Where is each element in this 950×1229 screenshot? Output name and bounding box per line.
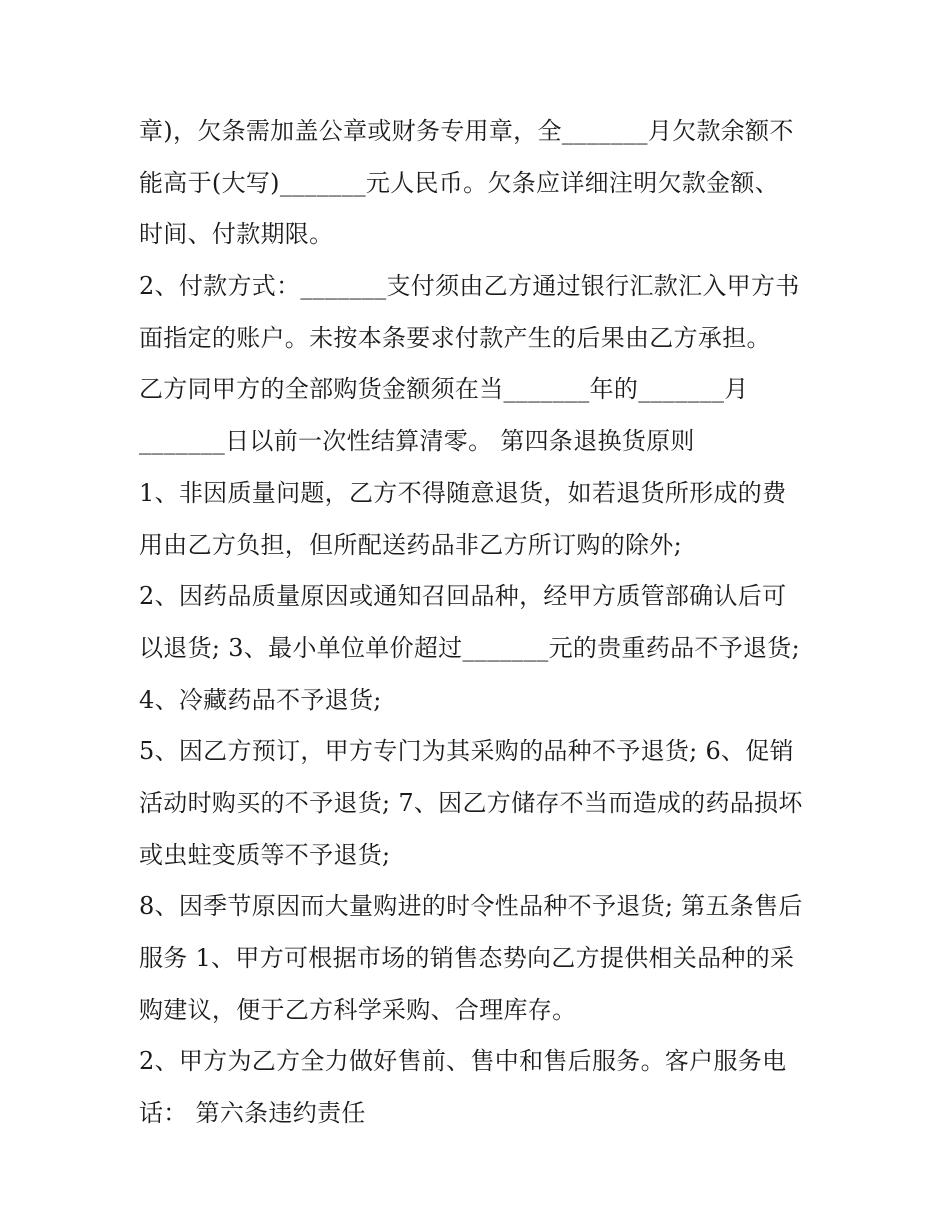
text-line: 活动时购买的不予退货; 7、因乙方储存不当而造成的药品损坏 xyxy=(139,788,803,817)
text-line: 2、付款方式：_______支付须由乙方通过银行汇款汇入甲方书 xyxy=(139,272,800,301)
text-line: 购建议，便于乙方科学采购、合理库存。 xyxy=(139,995,577,1024)
text-line: 时间、付款期限。 xyxy=(139,220,334,249)
text-line: 面指定的账户。未按本条要求付款产生的后果由乙方承担。 xyxy=(139,323,771,352)
text-line: 4、冷藏药品不予退货; xyxy=(139,685,382,714)
text-line: 用由乙方负担，但所配送药品非乙方所订购的除外; xyxy=(139,530,682,559)
text-line: 以退货; 3、最小单位单价超过_______元的贵重药品不予退货; xyxy=(139,633,800,662)
text-line: 服务 1、甲方可根据市场的销售态势向乙方提供相关品种的采 xyxy=(139,944,795,972)
text-line: 能高于(大写)_______元人民币。欠条应详细注明欠款金额、 xyxy=(139,168,780,197)
document-body xyxy=(139,106,819,1140)
text-line: 2、甲方为乙方全力做好售前、售中和售后服务。客户服务电 xyxy=(139,1047,787,1076)
text-line: 乙方同甲方的全部购货金额须在当_______年的_______月 xyxy=(139,375,749,404)
text-line: 章)，欠条需加盖公章或财务专用章，全_______月欠款余额不 xyxy=(139,117,794,145)
text-line: 8、因季节原因而大量购进的时令性品种不予退货; 第五条售后 xyxy=(139,892,803,921)
text-line: _______日以前一次性结算清零。 第四条退换货原则 xyxy=(139,427,695,456)
text-line: 5、因乙方预订，甲方专门为其采购的品种不予退货; 6、促销 xyxy=(139,737,794,766)
text-line: 话： 第六条违约责任 xyxy=(139,1099,366,1128)
text-line: 1、非因质量问题，乙方不得随意退货，如若退货所形成的费 xyxy=(139,478,787,507)
text-line: 或虫蛀变质等不予退货; xyxy=(139,840,391,869)
text-line: 2、因药品质量原因或通知召回品种，经甲方质管部确认后可 xyxy=(139,582,787,611)
